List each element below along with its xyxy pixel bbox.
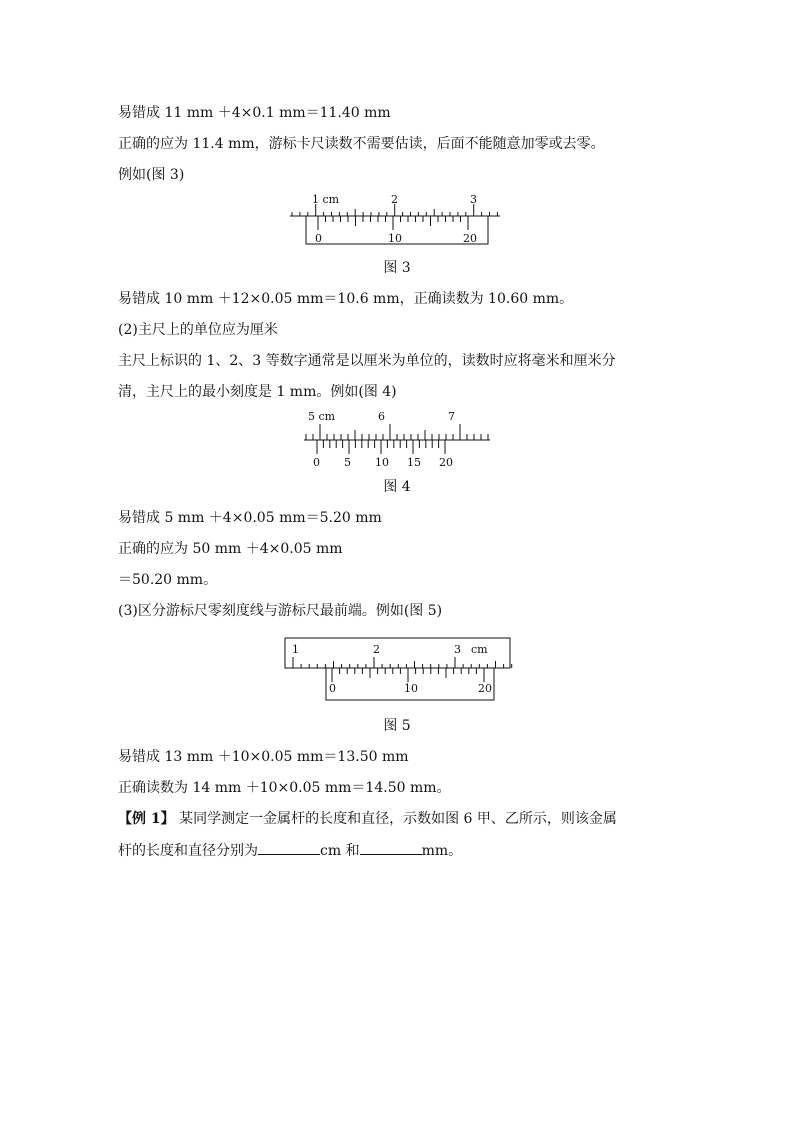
text-line-3: 例如(图 3) <box>118 167 185 183</box>
text-line-7: 清，主尺上的最小刻度是 1 mm。例如(图 4) <box>118 384 397 400</box>
fig4-vernier-label-10: 10 <box>375 456 389 469</box>
text-line-9: 正确的应为 50 mm ＋4×0.05 mm <box>118 541 343 557</box>
vernier-figure-3 <box>280 190 510 250</box>
fig3-main-label-2: 2 <box>391 193 398 206</box>
fig5-vernier-label-20: 20 <box>478 682 492 695</box>
fig5-vernier-label-10: 10 <box>404 682 418 695</box>
fig5-main-scale <box>293 657 512 668</box>
vernier-figure-4 <box>300 410 500 470</box>
fig4-vernier-label-20: 20 <box>439 456 453 469</box>
example-1-line-2 <box>118 840 462 861</box>
figure-5-caption: 图 5 <box>383 718 411 734</box>
text-line-6: 主尺上标识的 1、2、3 等数字通常是以厘米为单位的，读数时应将毫米和厘米分 <box>118 353 616 369</box>
fig4-vernier-label-0: 0 <box>313 456 320 469</box>
fig3-vernier-label-10: 10 <box>388 232 402 245</box>
fig5-vernier-label-0: 0 <box>329 682 336 695</box>
example-1-text-2: 杆的长度和直径分别为 <box>118 843 258 859</box>
figure-4-caption: 图 4 <box>383 479 411 495</box>
text-line-13: 正确读数为 14 mm ＋10×0.05 mm＝14.50 mm。 <box>118 780 451 796</box>
fig3-vernier-label-20: 20 <box>463 232 477 245</box>
fig5-main-label-3: 3 <box>454 643 461 656</box>
fig3-main-label-1: 1 cm <box>312 193 340 206</box>
text-line-4: 易错成 10 mm ＋12×0.05 mm＝10.6 mm，正确读数为 10.60 mm。 <box>118 291 574 307</box>
text-line-12: 易错成 13 mm ＋10×0.05 mm＝13.50 mm <box>118 749 409 765</box>
text-line-10: ＝50.20 mm。 <box>118 572 218 588</box>
answer-blank-length[interactable] <box>258 840 320 855</box>
example-1-text: 某同学测定一金属杆的长度和直径，示数如图 6 甲、乙所示，则该金属 <box>174 811 617 827</box>
fig3-vernier-scale <box>318 216 468 230</box>
example-1-text-3: cm 和 <box>320 843 360 859</box>
answer-blank-diameter[interactable] <box>360 840 422 855</box>
fig5-main-label-2: 2 <box>373 643 380 656</box>
text-line-2: 正确的应为 11.4 mm，游标卡尺读数不需要估读，后面不能随意加零或去零。 <box>118 136 605 152</box>
fig3-vernier-label-0: 0 <box>315 232 322 245</box>
fig4-main-label-3: 7 <box>448 410 455 423</box>
text-line-5: (2)主尺上的单位应为厘米 <box>118 322 278 338</box>
fig5-main-label-1: 1 <box>292 643 299 656</box>
figure-3-caption: 图 3 <box>383 260 411 276</box>
fig3-main-label-3: 3 <box>470 193 477 206</box>
example-1-text-4: mm。 <box>421 843 463 859</box>
fig4-main-label-1: 5 cm <box>308 410 336 423</box>
fig5-vernier-scale <box>332 668 484 682</box>
fig5-main-unit: cm <box>471 643 488 656</box>
text-line-1: 易错成 11 mm ＋4×0.1 mm＝11.40 mm <box>118 105 391 121</box>
fig4-vernier-label-15: 15 <box>407 456 421 469</box>
fig4-vernier-label-5: 5 <box>344 456 351 469</box>
example-1-label: 【例 1】 <box>118 811 175 827</box>
text-line-8: 易错成 5 mm ＋4×0.05 mm＝5.20 mm <box>118 510 382 526</box>
vernier-figure-5 <box>284 637 514 705</box>
fig4-main-label-2: 6 <box>378 410 385 423</box>
fig4-scales <box>304 424 490 454</box>
text-line-11: (3)区分游标尺零刻度线与游标尺最前端。例如(图 5) <box>118 603 443 619</box>
example-1-line-1 <box>118 809 617 829</box>
